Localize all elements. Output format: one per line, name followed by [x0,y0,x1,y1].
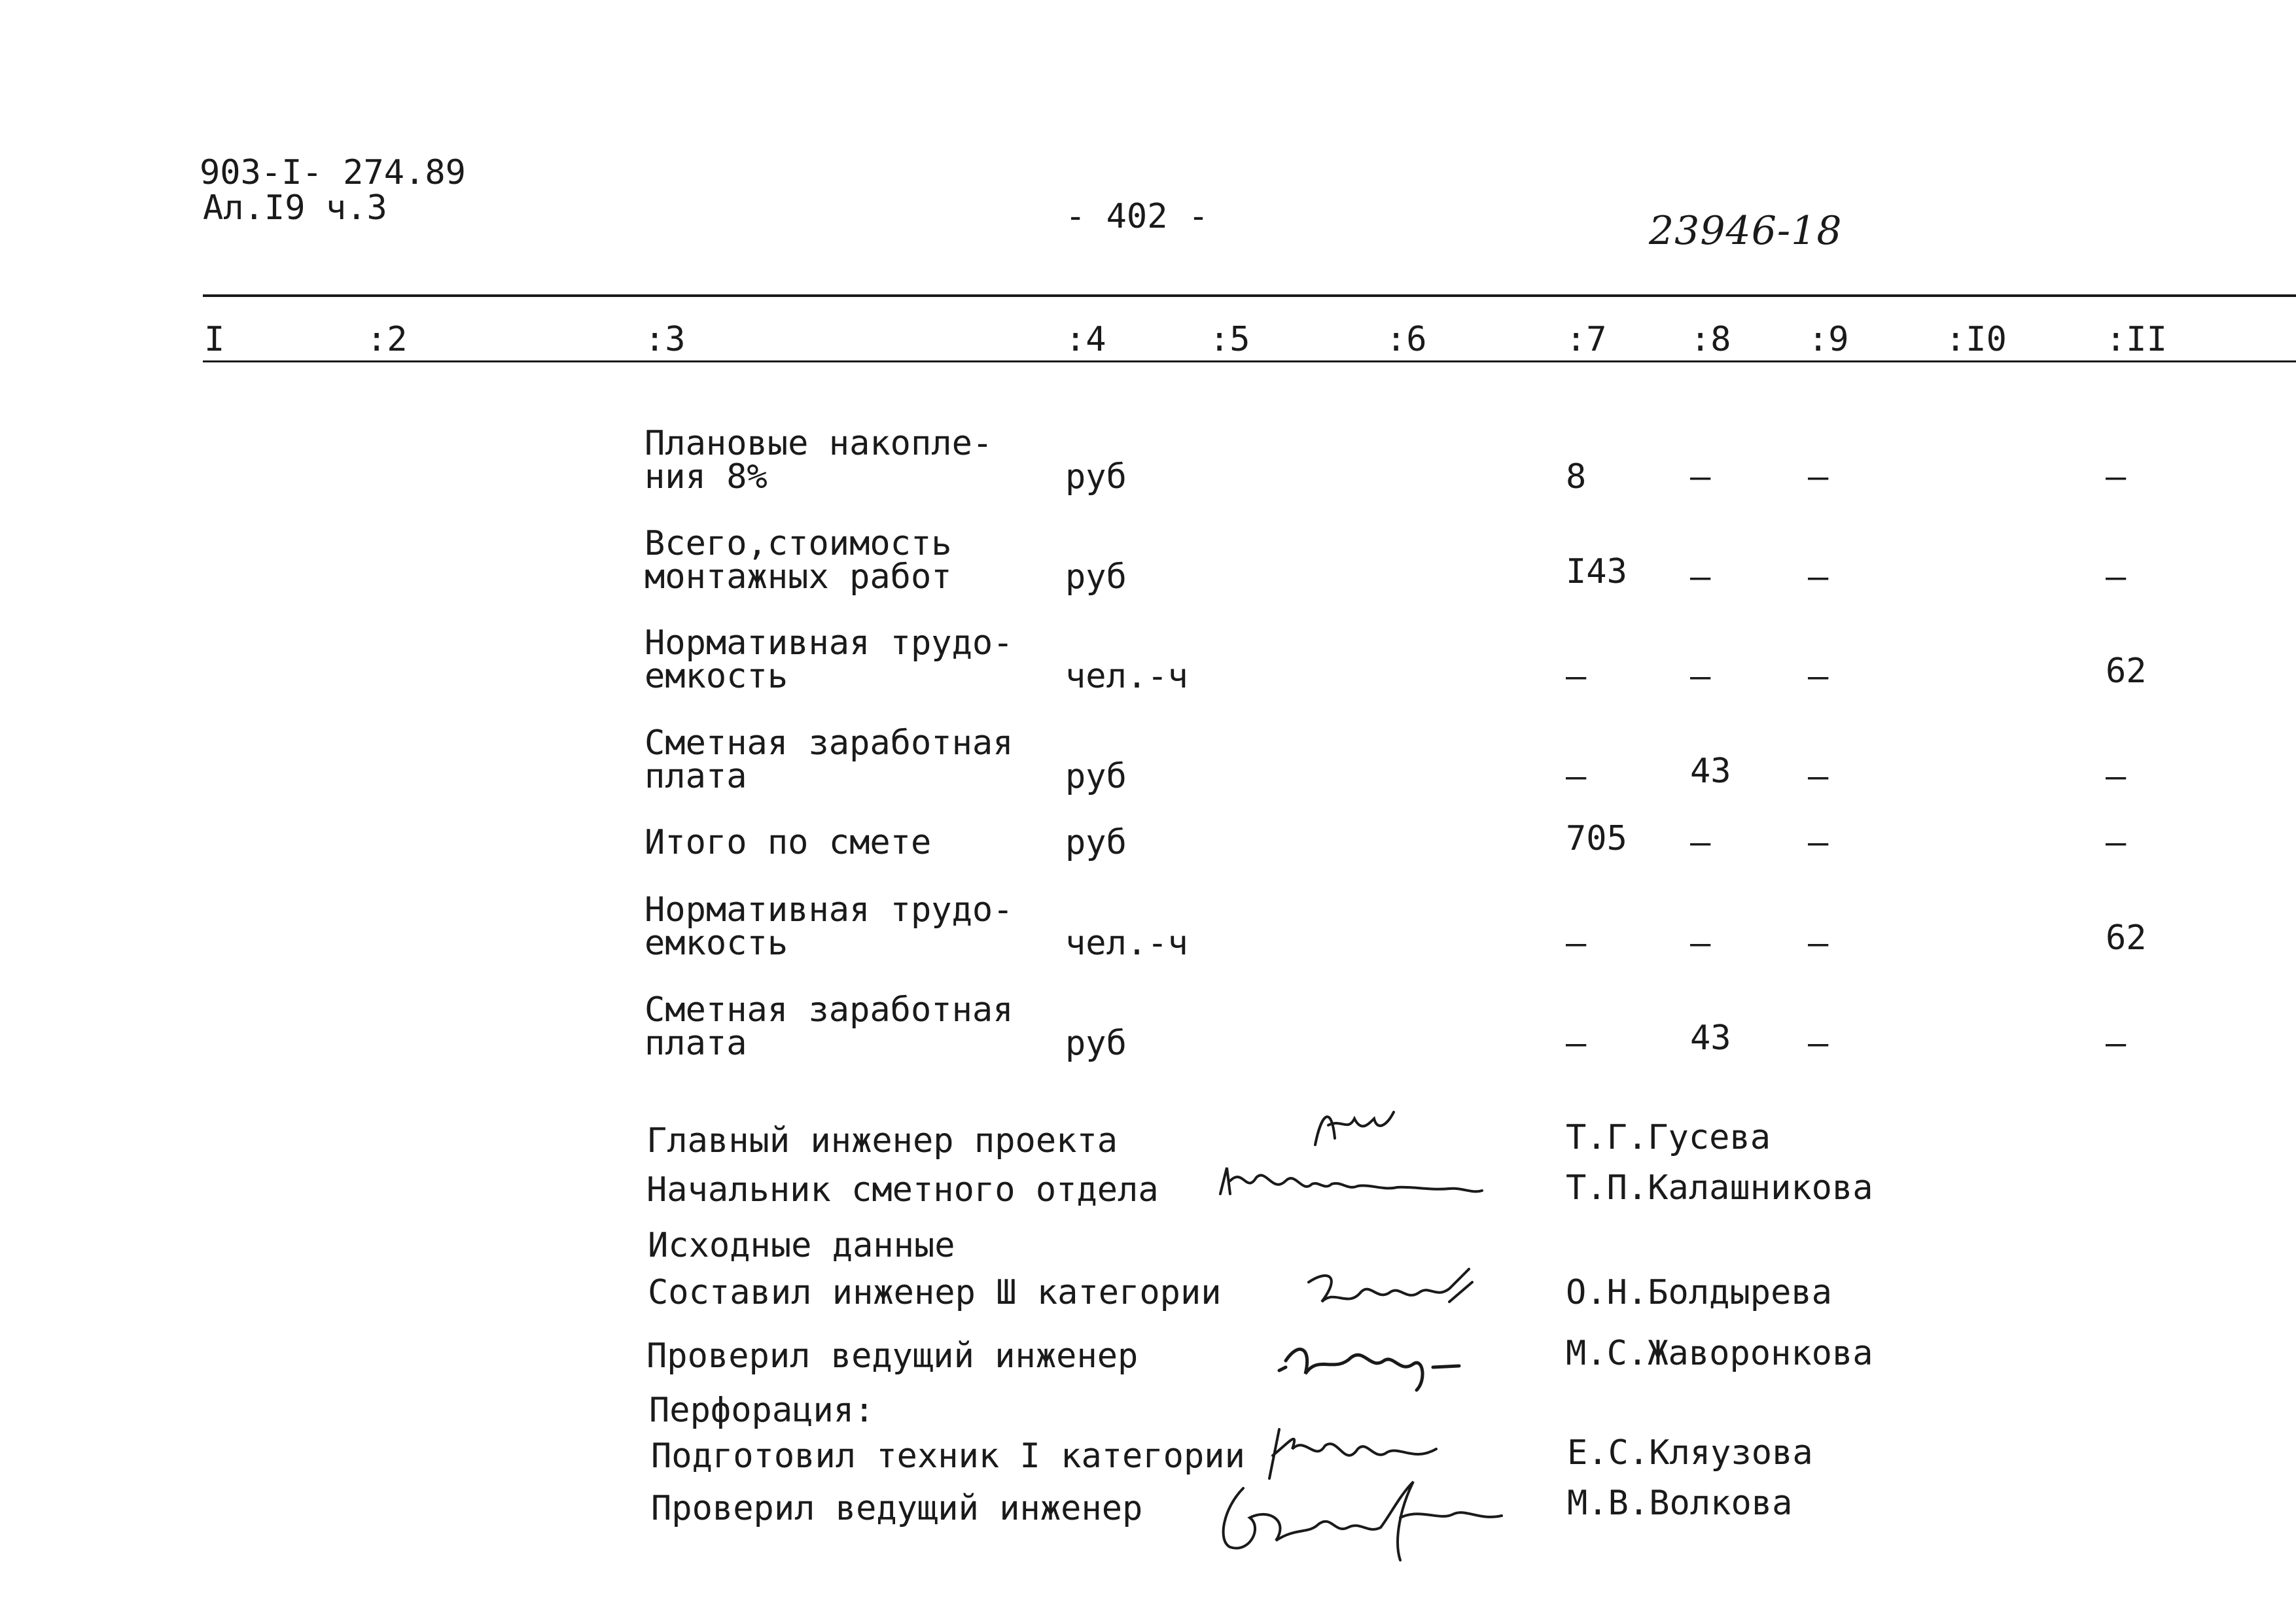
row-name-line1: Нормативная трудо- [645,623,1014,663]
row-value-col7: 8 [1566,457,1587,497]
row-value-col11: – [2106,1024,2127,1063]
signature-person: О.Н.Болдырева [1566,1273,1832,1312]
row-unit: руб [1065,823,1127,862]
row-name-line2: емкость [645,657,788,696]
row-value-col7: 705 [1566,819,1627,858]
column-header-5: :5 [1209,320,1250,359]
signature-role: Составил инженер Ш категории [648,1273,1222,1312]
row-value-col8: 43 [1690,1019,1731,1058]
row-value-col9: – [1808,1024,1829,1063]
signature-scribble-1 [1302,1099,1413,1158]
row-value-col9: – [1808,757,1829,796]
row-unit: чел.-ч [1065,657,1188,696]
signature-person: Е.С.Кляузова [1567,1433,1813,1473]
signature-role: Исходные данные [648,1226,955,1265]
row-value-col9: – [1808,657,1829,696]
signature-scribble-3 [1302,1263,1485,1328]
row-value-col7: – [1566,924,1587,963]
top-rule [203,294,2296,297]
row-unit: руб [1065,557,1127,597]
column-header-3: :3 [645,320,686,359]
column-header-10: :I0 [1945,320,2007,359]
row-name-line1: Всего,стоимость [645,524,952,563]
signature-role: Проверил ведущий инженер [651,1489,1143,1528]
column-header-7: :7 [1566,320,1607,359]
column-header-1: I [204,320,225,359]
row-name-line1: Сметная заработная [645,990,1014,1030]
signature-role: Главный инженер проекта [646,1121,1118,1161]
row-name-line2: плата [645,757,747,796]
page-number: - 402 - [1065,197,1209,236]
row-value-col8: – [1690,924,1711,963]
row-unit: чел.-ч [1065,924,1188,963]
row-name-line2: емкость [645,924,788,963]
row-value-col11: 62 [2106,652,2147,691]
row-value-col8: – [1690,457,1711,497]
column-header-2: :2 [366,320,408,359]
sheet-reference: Ал.I9 ч.3 [203,188,387,228]
row-name-line1: Сметная заработная [645,724,1014,763]
signature-scribble-4 [1273,1328,1495,1400]
column-header-6: :6 [1386,320,1427,359]
row-value-col8: – [1690,823,1711,862]
handwritten-number: 23946-18 [1649,208,1843,254]
signature-person: М.В.Волкова [1567,1484,1793,1523]
signature-person: М.С.Жаворонкова [1566,1334,1873,1373]
row-value-col7: – [1566,657,1587,696]
row-value-col9: – [1808,457,1829,497]
row-value-col9: – [1808,557,1829,597]
row-value-col8: 43 [1690,752,1731,791]
column-header-9: :9 [1808,320,1849,359]
row-value-col11: 62 [2106,918,2147,958]
document-code: 903-I- 274.89 [200,153,466,192]
signature-role: Начальник сметного отдела [646,1170,1159,1210]
signature-scribble-6 [1204,1469,1518,1567]
row-value-col7: – [1566,757,1587,796]
signature-scribble-2 [1214,1155,1489,1213]
row-value-col8: – [1690,657,1711,696]
row-value-col11: – [2106,457,2127,497]
row-name-line1: Плановые накопле- [645,424,993,463]
row-name-line2: ния 8% [645,457,768,497]
signature-person: Т.Г.Гусева [1566,1118,1771,1157]
row-value-col11: – [2106,823,2127,862]
row-value-col8: – [1690,557,1711,597]
row-unit: руб [1065,457,1127,497]
row-name-line2: монтажных работ [645,557,952,597]
header-rule [203,360,2296,362]
row-value-col9: – [1808,924,1829,963]
column-header-11: :II [2106,320,2167,359]
signature-role: Подготовил техник I категории [651,1437,1245,1476]
column-header-8: :8 [1690,320,1731,359]
row-name-line2: плата [645,1024,747,1063]
column-header-4: :4 [1065,320,1106,359]
row-unit: руб [1065,1024,1127,1063]
row-unit: руб [1065,757,1127,796]
signature-role: Перфорация: [649,1391,875,1430]
signature-person: Т.П.Калашникова [1566,1168,1873,1208]
row-value-col11: – [2106,557,2127,597]
row-value-col9: – [1808,823,1829,862]
row-name-line1: Нормативная трудо- [645,890,1014,930]
row-value-col11: – [2106,757,2127,796]
signature-role: Проверил ведущий инженер [646,1336,1139,1376]
row-name-line1: Итого по смете [645,823,932,862]
row-value-col7: I43 [1566,552,1627,591]
row-value-col7: – [1566,1024,1587,1063]
